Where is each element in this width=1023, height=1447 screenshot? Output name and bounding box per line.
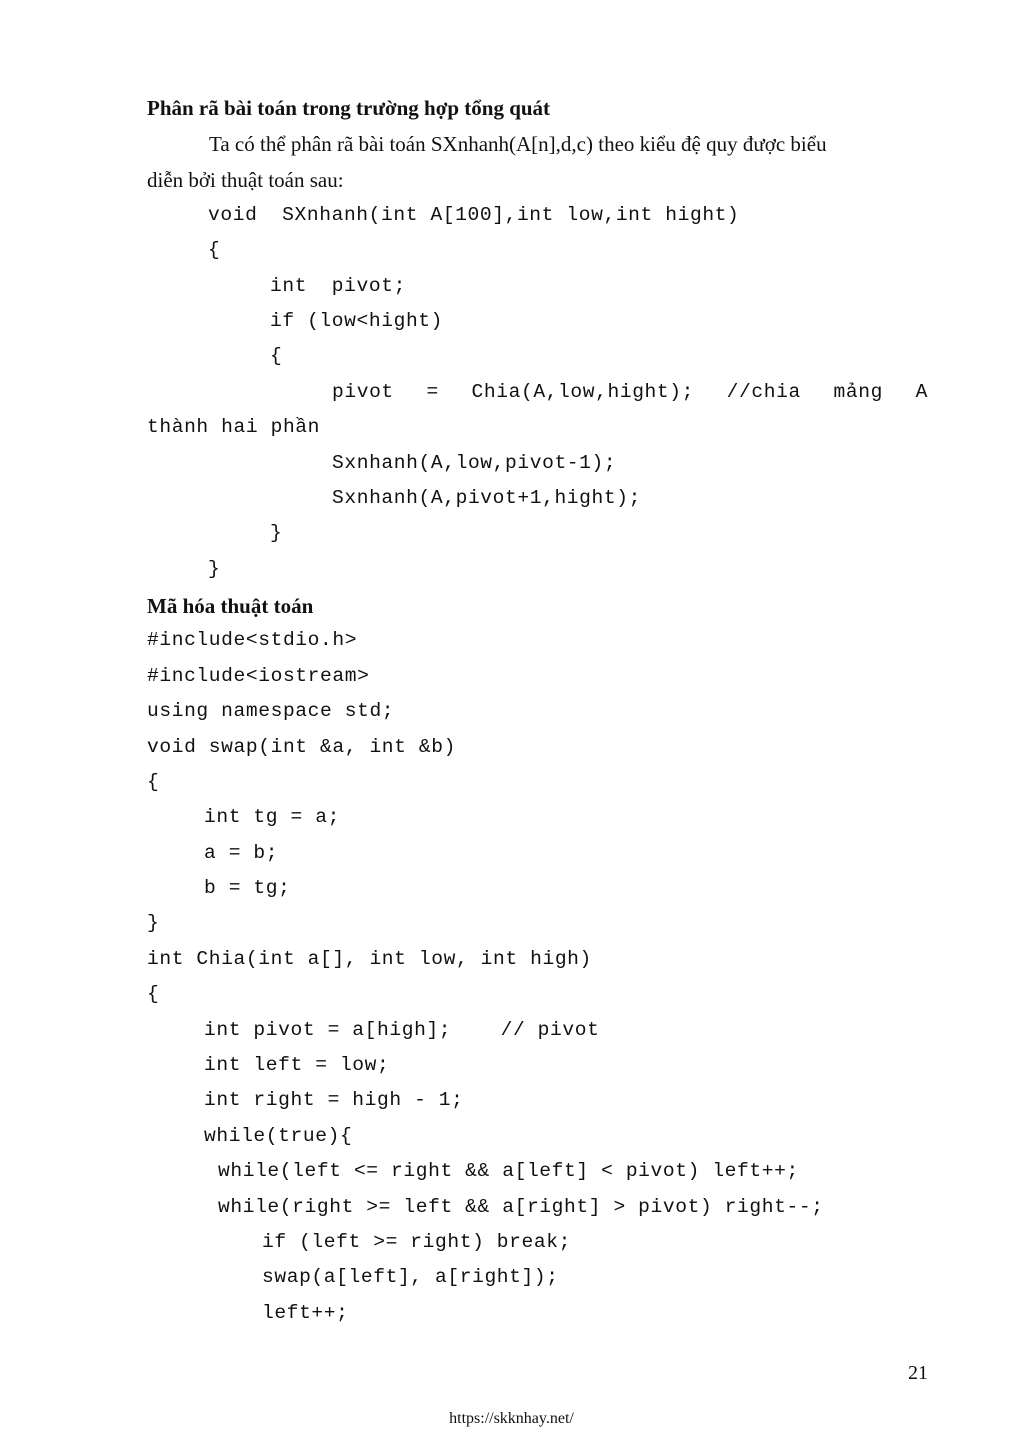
code-line: while(right >= left && a[right] > pivot) right--; <box>218 1196 824 1218</box>
code-line: swap(a[left], a[right]); <box>262 1266 559 1288</box>
code-line: } <box>147 912 160 934</box>
code-line: Sxnhanh(A,low,pivot-1); <box>332 452 617 474</box>
code-line: Sxnhanh(A,pivot+1,hight); <box>332 487 641 509</box>
footer-url: https://skknhay.net/ <box>449 1410 574 1427</box>
section-heading-encoding: Mã hóa thuật toán <box>147 594 314 618</box>
code-line: pivot = Chia(A,low,hight); //chia mảng A <box>332 381 928 403</box>
code-line: int pivot; <box>270 275 406 297</box>
code-line: void SXnhanh(int A[100],int low,int hight) <box>208 204 740 226</box>
code-line: int pivot = a[high]; // pivot <box>204 1019 600 1041</box>
code-line: void swap(int &a, int &b) <box>147 736 456 758</box>
section-heading-decomposition: Phân rã bài toán trong trường hợp tổng quát <box>147 96 551 120</box>
code-line: int right = high - 1; <box>204 1089 464 1111</box>
code-line: int left = low; <box>204 1054 390 1076</box>
code-line: while(true){ <box>204 1125 353 1147</box>
code-line: int Chia(int a[], int low, int high) <box>147 948 592 970</box>
intro-paragraph-line-1: Ta có thể phân rã bài toán SXnhanh(A[n],d,c) theo kiểu đệ quy được biểu <box>209 132 827 156</box>
code-line: if (left >= right) break; <box>262 1231 571 1253</box>
code-line: { <box>147 771 160 793</box>
code-line: } <box>270 522 283 544</box>
code-line: b = tg; <box>204 877 291 899</box>
code-line: #include<stdio.h> <box>147 629 358 651</box>
code-line: using namespace std; <box>147 700 395 722</box>
code-line: thành hai phần <box>147 416 321 438</box>
code-line: } <box>208 558 221 580</box>
code-line: #include<iostream> <box>147 665 370 687</box>
code-line: { <box>147 983 160 1005</box>
code-line: if (low<hight) <box>270 310 444 332</box>
intro-paragraph-line-2: diễn bởi thuật toán sau: <box>147 168 344 192</box>
code-line: a = b; <box>204 842 279 864</box>
code-line: { <box>270 345 283 367</box>
code-line: while(left <= right && a[left] < pivot) left++; <box>218 1160 799 1182</box>
code-line: left++; <box>262 1302 349 1324</box>
code-line: { <box>208 239 221 261</box>
code-line: int tg = a; <box>204 806 340 828</box>
page-number: 21 <box>908 1362 928 1384</box>
